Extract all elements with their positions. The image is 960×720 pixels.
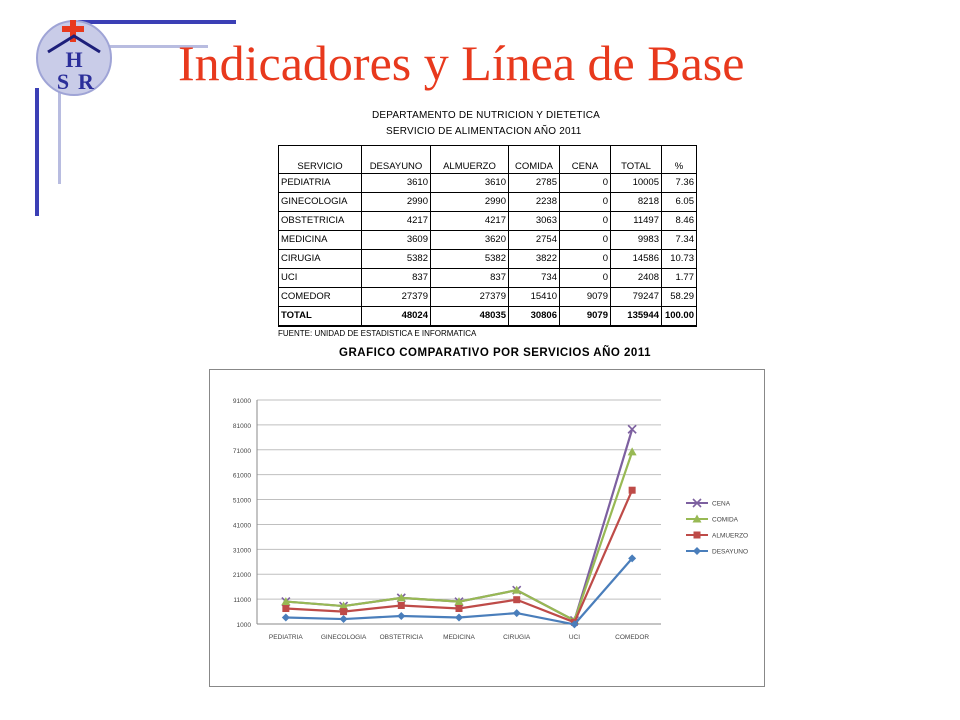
x-tick-label: MEDICINA: [443, 634, 475, 641]
table-cell-value: 15410: [509, 288, 560, 307]
data-point: [513, 609, 521, 617]
table-cell-service: OBSTETRICIA: [279, 212, 362, 231]
x-tick-label: OBSTETRICIA: [379, 634, 423, 641]
table-cell-value: 0: [560, 193, 611, 212]
table-cell-value: 5382: [362, 250, 431, 269]
table-row: [279, 231, 697, 250]
legend-label: ALMUERZO: [712, 532, 749, 540]
table-cell-value: 11497: [611, 212, 662, 231]
table-cell-value: 9983: [611, 231, 662, 250]
table-cell-value: 3610: [362, 174, 431, 193]
table-total-row: [279, 307, 697, 327]
table-cell-value: 3620: [431, 231, 509, 250]
table-cell-value: 0: [560, 231, 611, 250]
y-tick-label: 81000: [232, 422, 251, 430]
table-row: [279, 269, 697, 288]
table-cell-value: 10.73: [662, 250, 697, 269]
table-cell-service: COMEDOR: [279, 288, 362, 307]
y-tick-label: 41000: [232, 522, 251, 530]
table-row: [279, 212, 697, 231]
y-tick-label: 1000: [236, 622, 251, 629]
table-cell-service: CIRUGIA: [279, 250, 362, 269]
data-point: [282, 614, 290, 622]
table-cell-value: 135944: [611, 307, 662, 327]
table-cell-service: TOTAL: [279, 307, 362, 327]
header-percent: %: [662, 146, 697, 174]
table-cell-value: 6.05: [662, 193, 697, 212]
table-cell-value: 3610: [431, 174, 509, 193]
y-tick-label: 31000: [232, 547, 251, 555]
table-cell-value: 27379: [362, 288, 431, 307]
table-cell-value: 100.00: [662, 307, 697, 327]
legend-label: COMIDA: [712, 516, 738, 524]
table-cell-value: 9079: [560, 288, 611, 307]
table-cell-value: 8.46: [662, 212, 697, 231]
data-point: [513, 596, 520, 603]
logo-letter-s: S: [56, 69, 70, 94]
table-cell-service: GINECOLOGIA: [279, 193, 362, 212]
table-row: [279, 250, 697, 269]
header-servicio: SERVICIO: [279, 146, 362, 174]
data-point: [629, 487, 636, 494]
table-cell-value: 837: [362, 269, 431, 288]
data-table: [278, 145, 697, 327]
table-cell-value: 2990: [362, 193, 431, 212]
data-point: [694, 532, 701, 539]
table-cell-value: 7.34: [662, 231, 697, 250]
header-almuerzo: ALMUERZO: [431, 146, 509, 174]
chart-frame: [209, 369, 765, 687]
table-caption-service: SERVICIO DE ALIMENTACION AÑO 2011: [386, 126, 582, 137]
x-tick-label: CIRUGIA: [503, 634, 531, 641]
header-desayuno: DESAYUNO: [362, 146, 431, 174]
data-point: [628, 447, 637, 455]
table-cell-value: 734: [509, 269, 560, 288]
y-tick-label: 61000: [232, 472, 251, 480]
y-tick-label: 71000: [232, 447, 251, 455]
table-cell-value: 7.36: [662, 174, 697, 193]
x-tick-label: PEDIATRIA: [268, 634, 303, 641]
table-cell-value: 10005: [611, 174, 662, 193]
table-cell-value: 5382: [431, 250, 509, 269]
header-comida: COMIDA: [509, 146, 560, 174]
table-cell-value: 4217: [362, 212, 431, 231]
table-source-note: FUENTE: UNIDAD DE ESTADISTICA E INFORMATICA: [278, 329, 477, 338]
table-cell-value: 0: [560, 250, 611, 269]
data-point: [693, 547, 701, 555]
table-cell-value: 79247: [611, 288, 662, 307]
y-tick-label: 51000: [232, 497, 251, 505]
table-header-row: [279, 146, 697, 174]
table-cell-service: MEDICINA: [279, 231, 362, 250]
table-cell-value: 3822: [509, 250, 560, 269]
table-cell-value: 3063: [509, 212, 560, 231]
line-chart: [210, 370, 764, 686]
data-point: [456, 605, 463, 612]
legend-label: CENA: [712, 500, 731, 508]
table-cell-value: 0: [560, 212, 611, 231]
logo-letter-r: R: [78, 69, 94, 94]
table-cell-value: 58.29: [662, 288, 697, 307]
chart-title: GRAFICO COMPARATIVO POR SERVICIOS AÑO 2011: [339, 347, 651, 359]
data-point: [340, 608, 347, 615]
table-cell-value: 0: [560, 174, 611, 193]
table-cell-value: 0: [560, 269, 611, 288]
table-cell-service: UCI: [279, 269, 362, 288]
table-cell-value: 4217: [431, 212, 509, 231]
table-cell-value: 2990: [431, 193, 509, 212]
legend-label: DESAYUNO: [712, 548, 748, 556]
table-caption-department: DEPARTAMENTO DE NUTRICION Y DIETETICA: [372, 110, 600, 121]
table-cell-value: 30806: [509, 307, 560, 327]
slide-title: Indicadores y Línea de Base: [178, 35, 745, 91]
table-cell-value: 27379: [431, 288, 509, 307]
table-cell-value: 14586: [611, 250, 662, 269]
table-cell-value: 48024: [362, 307, 431, 327]
decor-line-left-dark: [35, 88, 39, 216]
header-cena: CENA: [560, 146, 611, 174]
table-row: [279, 288, 697, 307]
data-point: [455, 614, 463, 622]
table-cell-value: 8218: [611, 193, 662, 212]
y-tick-label: 21000: [232, 572, 251, 580]
table-row: [279, 193, 697, 212]
table-cell-value: 2408: [611, 269, 662, 288]
y-tick-label: 91000: [232, 398, 251, 405]
x-tick-label: UCI: [568, 634, 581, 641]
data-point: [397, 612, 405, 620]
table-cell-value: 837: [431, 269, 509, 288]
logo-letter-h: H: [65, 47, 83, 72]
table-cell-value: 2785: [509, 174, 560, 193]
series-line-comida: [286, 452, 632, 621]
table-cell-value: 1.77: [662, 269, 697, 288]
y-tick-label: 11000: [233, 597, 251, 605]
table-cell-value: 2238: [509, 193, 560, 212]
table-cell-value: 48035: [431, 307, 509, 327]
data-point: [282, 605, 289, 612]
table-cell-value: 2754: [509, 231, 560, 250]
header-total: TOTAL: [611, 146, 662, 174]
table-row: [279, 174, 697, 193]
data-point: [398, 602, 405, 609]
x-tick-label: GINECOLOGIA: [320, 634, 367, 641]
table-cell-value: 9079: [560, 307, 611, 327]
table-cell-value: 3609: [362, 231, 431, 250]
decor-line-left-light: [58, 88, 61, 184]
data-point: [340, 615, 348, 623]
x-tick-label: COMEDOR: [615, 634, 650, 641]
table-cell-service: PEDIATRIA: [279, 174, 362, 193]
hospital-logo: [34, 18, 114, 98]
